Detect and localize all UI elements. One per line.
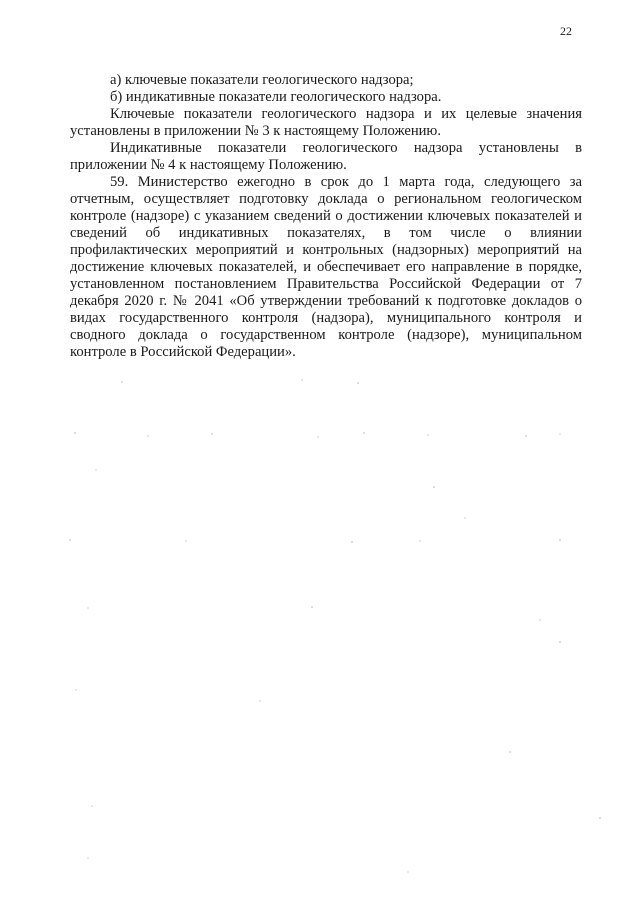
- paragraph-indicative-indicators: Индикативные показатели геологического надзора установлены в приложении № 4 к настоящему Положению.: [70, 140, 582, 173]
- list-item-b: б) индикативные показатели геологического надзора.: [110, 89, 442, 105]
- document-body: [70, 72, 582, 361]
- page-number: 22: [560, 24, 572, 38]
- list-item-a: а) ключевые показатели геологического надзора;: [110, 72, 414, 88]
- paragraph-59: 59. Министерство ежегодно в срок до 1 марта года, следующего за отчетным, осуществляет подготовку доклада о региональном геологическом контроле (надзоре) с указанием сведений о достижении ключевых показателей и сведений об индикативных показателях, в том числе о влиянии профилактических мероприятий и контрольных (надзорных) мероприятий на достижение ключевых показателей, и обеспечивает его направление в порядке, установленном постановлением Правительства Российской Федерации от 7 декабря 2020 г. № 2041 «Об утверждении требований к подготовке докладов о видах государственного контроля (надзора), муниципального контроля и сводного доклада о государственном контроле (надзоре), муниципальном контроле в Российской Федерации».: [70, 174, 582, 360]
- paragraph-key-indicators: Ключевые показатели геологического надзора и их целевые значения установлены в приложении № 3 к настоящему Положению.: [70, 106, 582, 139]
